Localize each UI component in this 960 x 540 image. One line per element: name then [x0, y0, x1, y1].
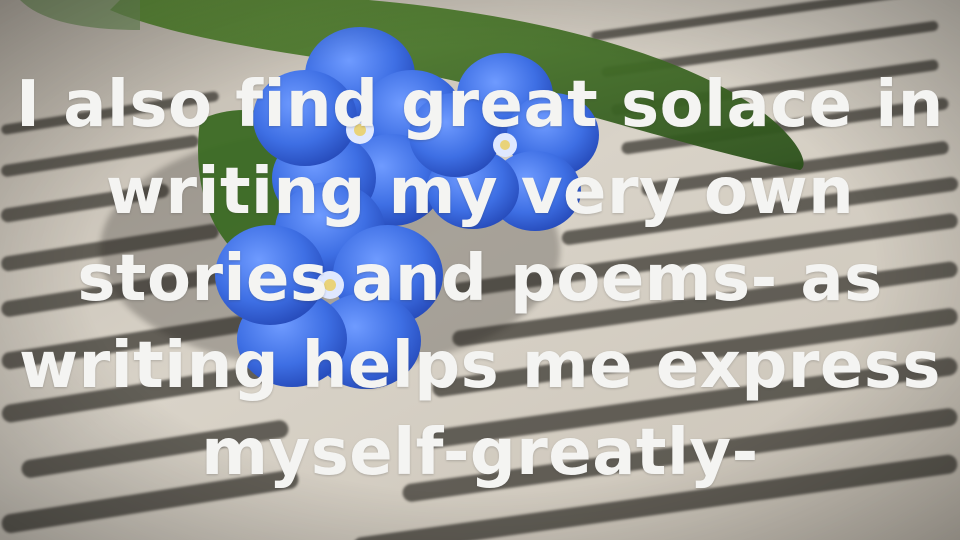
- caption-line-3: stories and poems- as: [77, 242, 883, 316]
- caption-line-4: writing helps me express: [19, 329, 941, 403]
- caption-line-2: writing my very own: [105, 155, 855, 229]
- slide-caption: [0, 62, 960, 497]
- caption-line-1: I also find great solace in: [16, 68, 944, 142]
- caption-line-5: myself-greatly-: [201, 416, 759, 490]
